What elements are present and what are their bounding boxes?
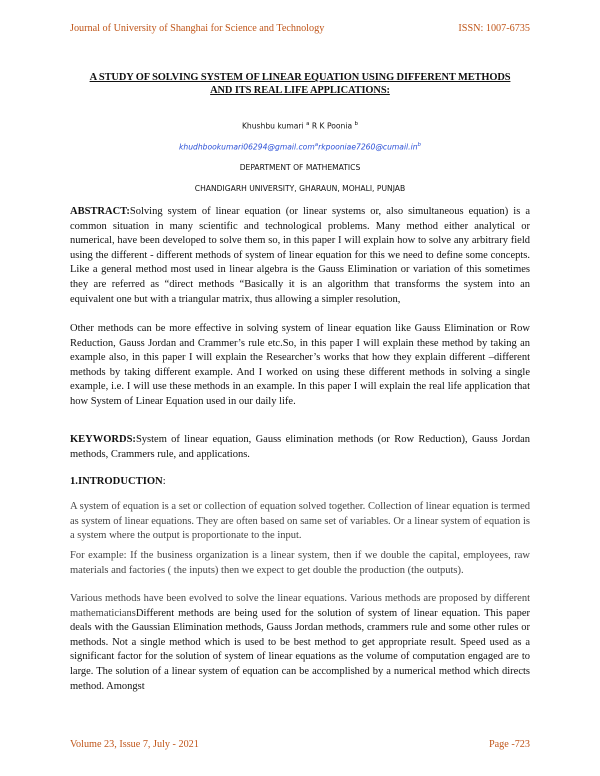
- title-line-2: AND ITS REAL LIFE APPLICATIONS:: [210, 84, 390, 96]
- intro-paragraph-2: For example: If the business organization is a linear system, then if we double the capital, employees, raw materials and factories ( the inputs) then we expect to get double the production (the outputs).: [70, 550, 530, 576]
- email-line: [70, 142, 530, 152]
- abstract-paragraph-2: Other methods can be more effective in solving system of linear equation like Gauss Elimination or Row Reduction, Gauss Jordan and Crammer’s rule etc.So, in this paper I will explain these method by taking an example also, in this paper I will explain the Researcher’s works that how they explain different –different methods by taking different example. And I worked on using these different methods in solving a single example, i.e. I will use these methods in an example. In this paper I will explain the real life application that how System of Linear Equation used in our daily life.: [70, 323, 530, 407]
- paper-title: [68, 72, 532, 97]
- author-line: [70, 121, 530, 131]
- email-1-sup: a: [314, 142, 319, 148]
- keywords-paragraph: [70, 433, 530, 462]
- university: CHANDIGARH UNIVERSITY, GHARAUN, MOHALI, PUNJAB: [194, 184, 406, 193]
- author-1: Khushbu kumari: [241, 121, 304, 131]
- author-1-sup: a: [306, 121, 310, 127]
- intro-paragraph-3-body: Different methods are being used for the solution of system of linear equation. This paper deals with the Gaussian Elimination methods, Gauss Jordan methods, crammers rule and some other rules or methods. Not a single method which is used to be best method to get appropriate result. Speed used as a significant factor for the solution of system of linear equations as the volume of computation engaged are to large. The solution of a linear system of equation can be accomplished by a numerical method which directs method. Amongst: [70, 607, 530, 692]
- title-line-1: A STUDY OF SOLVING SYSTEM OF LINEAR EQUATION USING DIFFERENT METHODS: [89, 72, 511, 83]
- abstract-label: ABSTRACT:: [70, 206, 130, 217]
- email-2-sup: b: [417, 142, 422, 148]
- issn: ISSN: 1007-6735: [458, 23, 530, 34]
- intro-paragraph-3: [70, 592, 530, 694]
- department: DEPARTMENT OF MATHEMATICS: [239, 163, 361, 172]
- intro-paragraph-1: A system of equation is a set or collection of equation solved together. Collection of linear equation is termed as system of linear equations. They are often based on same set of variables. Or a linear system of equation is a system where the output is proportionate to the input.: [70, 501, 530, 542]
- keywords-label: KEYWORDS:: [70, 434, 136, 445]
- author-2: R K Poonia: [311, 121, 353, 131]
- author-2-email[interactable]: rkpooniae7260@cumail.in: [318, 142, 418, 152]
- intro-paragraph-3-lead: Various methods have been evolved to solve the linear equations. Various methods are proposed by different mathematicians: [70, 593, 530, 619]
- introduction-heading-text: 1.INTRODUCTION: [70, 476, 163, 487]
- author-2-sup: b: [354, 121, 359, 127]
- abstract-text-1: Solving system of linear equation (or linear systems or, also simultaneous equation) is a common situation in many scientific and technological problems. Many method either analytical or numerical, have been developed to solve them so, in this paper I will explain how to solve any arbitrary field using the different - different methods of system of linear equation for this we need to define some concepts. Like a general method most used in linear algebra is the Gauss Elimination or variation of this sometimes they are referred as “direct methods “Basically it is an algorithm that transforms the system into an equivalent one but with a triangular matrix, thus allowing a simpler resolution,: [70, 206, 530, 305]
- journal-name: Journal of University of Shanghai for Science and Technology: [70, 23, 325, 34]
- introduction-heading-colon: :: [162, 476, 166, 487]
- abstract-paragraph-1: [70, 205, 530, 307]
- volume-issue: Volume 23, Issue 7, July - 2021: [70, 739, 199, 750]
- page-number: Page -723: [488, 739, 530, 750]
- author-1-email[interactable]: khudhbookumari06294@gmail.com: [178, 142, 315, 152]
- keywords-text: System of linear equation, Gauss elimination methods (or Row Reduction), Gauss Jordan methods, Crammers rule, and applications.: [70, 434, 530, 460]
- introduction-heading: [70, 476, 166, 487]
